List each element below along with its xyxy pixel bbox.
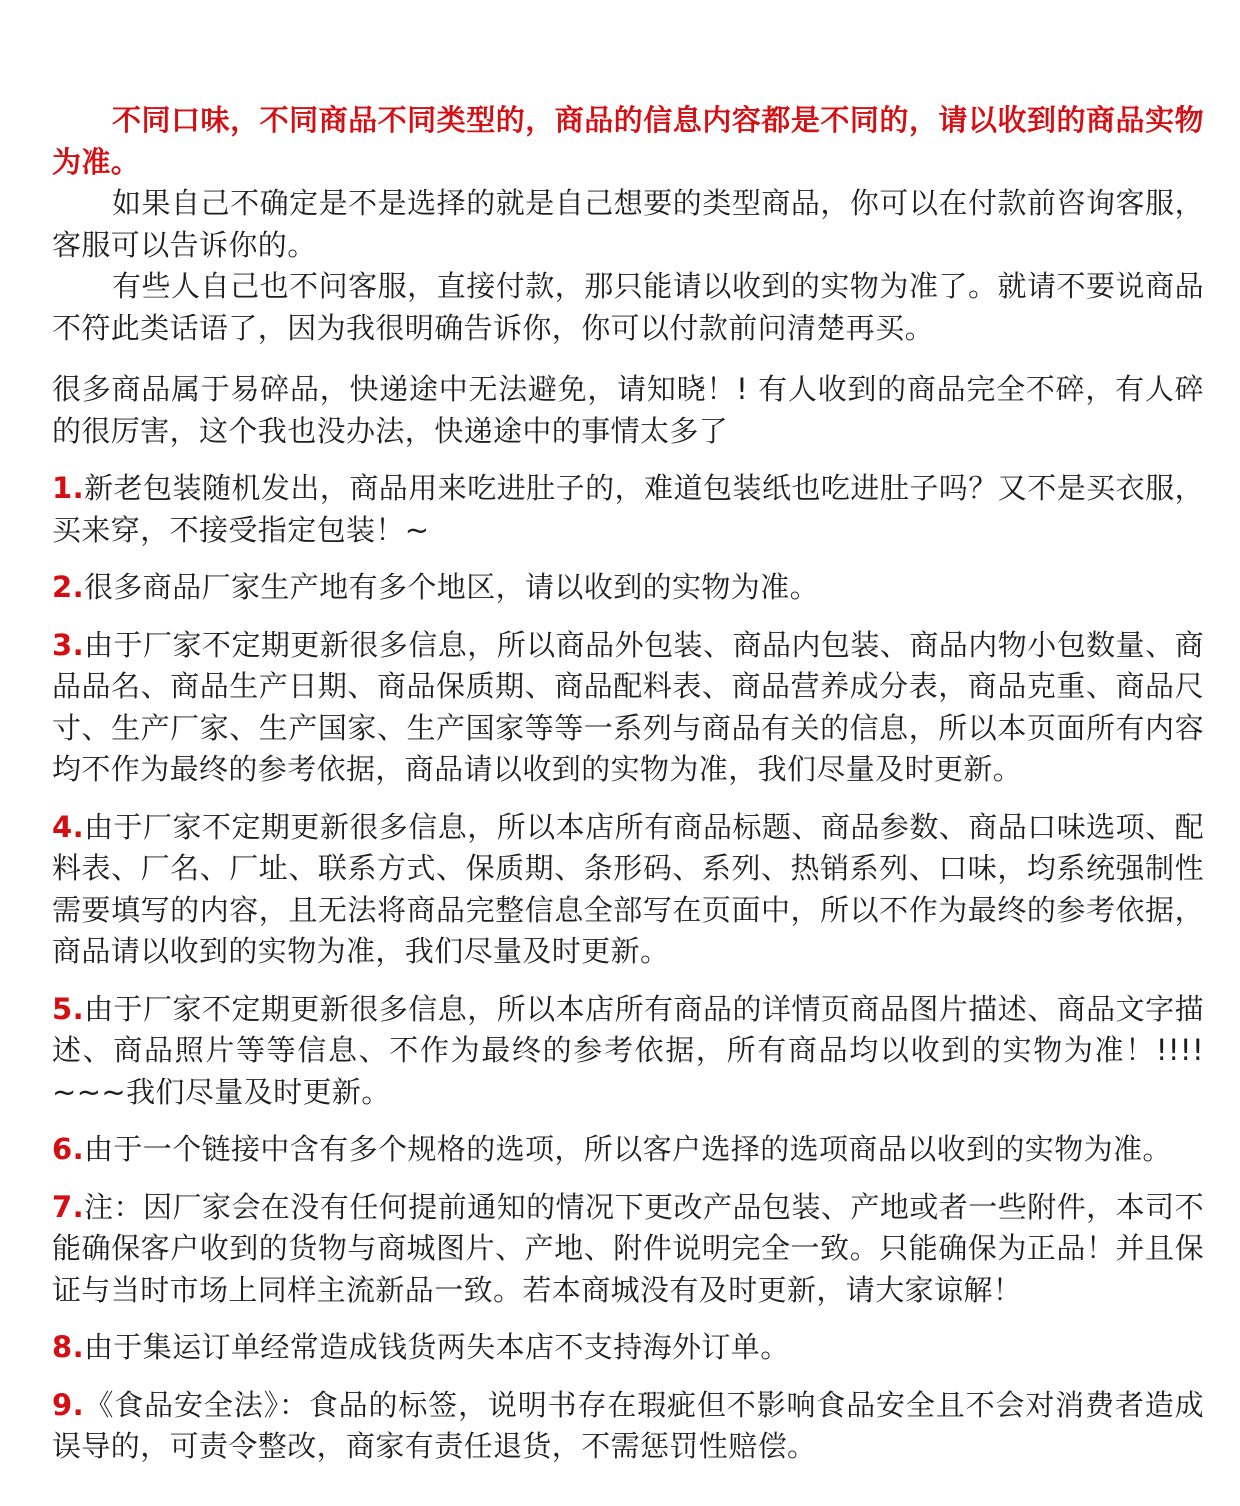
item-number: 4. bbox=[52, 809, 84, 844]
item-number: 8. bbox=[52, 1330, 84, 1364]
item-text: 由于集运订单经常造成钱货两失本店不支持海外订单。 bbox=[84, 1330, 790, 1364]
item-number: 1. bbox=[52, 471, 84, 505]
item-text: 由于厂家不定期更新很多信息，所以本店所有商品标题、商品参数、商品口味选项、配料表、厂名、厂址、联系方式、保质期、条形码、系列、热销系列、口味，均系统强制性需要填写的内容，且无法将商品完整信息全部写在页面中，所以不作为最终的参考依据，商品请以收到的实物为准，我们尽量及时更新。 bbox=[52, 809, 1204, 968]
list-item bbox=[52, 1187, 1204, 1312]
item-text: 新老包装随机发出，商品用来吃进肚子的，难道包装纸也吃进肚子吗？又不是买衣服，买来穿，不接受指定包装！~ bbox=[52, 471, 1204, 547]
list-item bbox=[52, 1129, 1204, 1171]
list-item bbox=[52, 1327, 1204, 1369]
item-number: 6. bbox=[52, 1132, 84, 1166]
item-number: 2. bbox=[52, 570, 84, 604]
item-text: 注：因厂家会在没有任何提前通知的情况下更改产品包装、产地或者一些附件，本司不能确保客户收到的货物与商城图片、产地、附件说明完全一致。只能确保为正品！并且保证与当时市场上同样主流新品一致。若本商城没有及时更新，请大家谅解！ bbox=[52, 1189, 1204, 1307]
list-item bbox=[52, 567, 1204, 609]
list-item bbox=[52, 625, 1204, 791]
item-text: 由于一个链接中含有多个规格的选项，所以客户选择的选项商品以收到的实物为准。 bbox=[84, 1132, 1172, 1166]
list-item bbox=[52, 807, 1204, 973]
list-item bbox=[52, 468, 1204, 551]
notice-document bbox=[52, 100, 1204, 1468]
item-text: 由于厂家不定期更新很多信息，所以本店所有商品的详情页商品图片描述、商品文字描述、商品照片等等信息、不作为最终的参考依据，所有商品均以收到的实物为准！!!!! ~~~我们尽量及时更新。 bbox=[52, 991, 1204, 1109]
item-number: 5. bbox=[52, 991, 84, 1026]
item-text: 《食品安全法》：食品的标签，说明书存在瑕疵但不影响食品安全且不会对消费者造成误导的，可责令整改，商家有责任退货，不需惩罚性赔偿。 bbox=[52, 1387, 1204, 1463]
item-text: 由于厂家不定期更新很多信息，所以商品外包装、商品内包装、商品内物小包数量、商品品名、商品生产日期、商品保质期、商品配料表、商品营养成分表，商品克重、商品尺寸、生产厂家、生产国家、生产国家等等一系列与商品有关的信息，所以本页面所有内容均不作为最终的参考依据，商品请以收到的实物为准，我们尽量及时更新。 bbox=[52, 627, 1204, 786]
warning-paragraph: 不同口味，不同商品不同类型的，商品的信息内容都是不同的，请以收到的商品实物为准。 bbox=[52, 103, 1204, 179]
list-item bbox=[52, 989, 1204, 1114]
fragile-paragraph: 很多商品属于易碎品，快递途中无法避免，请知晓！! 有人收到的商品完全不碎，有人碎的很厉害，这个我也没办法，快递途中的事情太多了 bbox=[52, 372, 1204, 448]
item-number: 9. bbox=[52, 1387, 84, 1422]
item-number: 3. bbox=[52, 627, 84, 662]
list-item bbox=[52, 1385, 1204, 1468]
item-text: 很多商品厂家生产地有多个地区，请以收到的实物为准。 bbox=[84, 570, 820, 604]
no-ask-paragraph: 有些人自己也不问客服，直接付款，那只能请以收到的实物为准了。就请不要说商品不符此类话语了，因为我很明确告诉你，你可以付款前问清楚再买。 bbox=[52, 269, 1204, 345]
item-number: 7. bbox=[52, 1189, 84, 1224]
consult-paragraph: 如果自己不确定是不是选择的就是自己想要的类型商品，你可以在付款前咨询客服，客服可以告诉你的。 bbox=[52, 186, 1204, 262]
